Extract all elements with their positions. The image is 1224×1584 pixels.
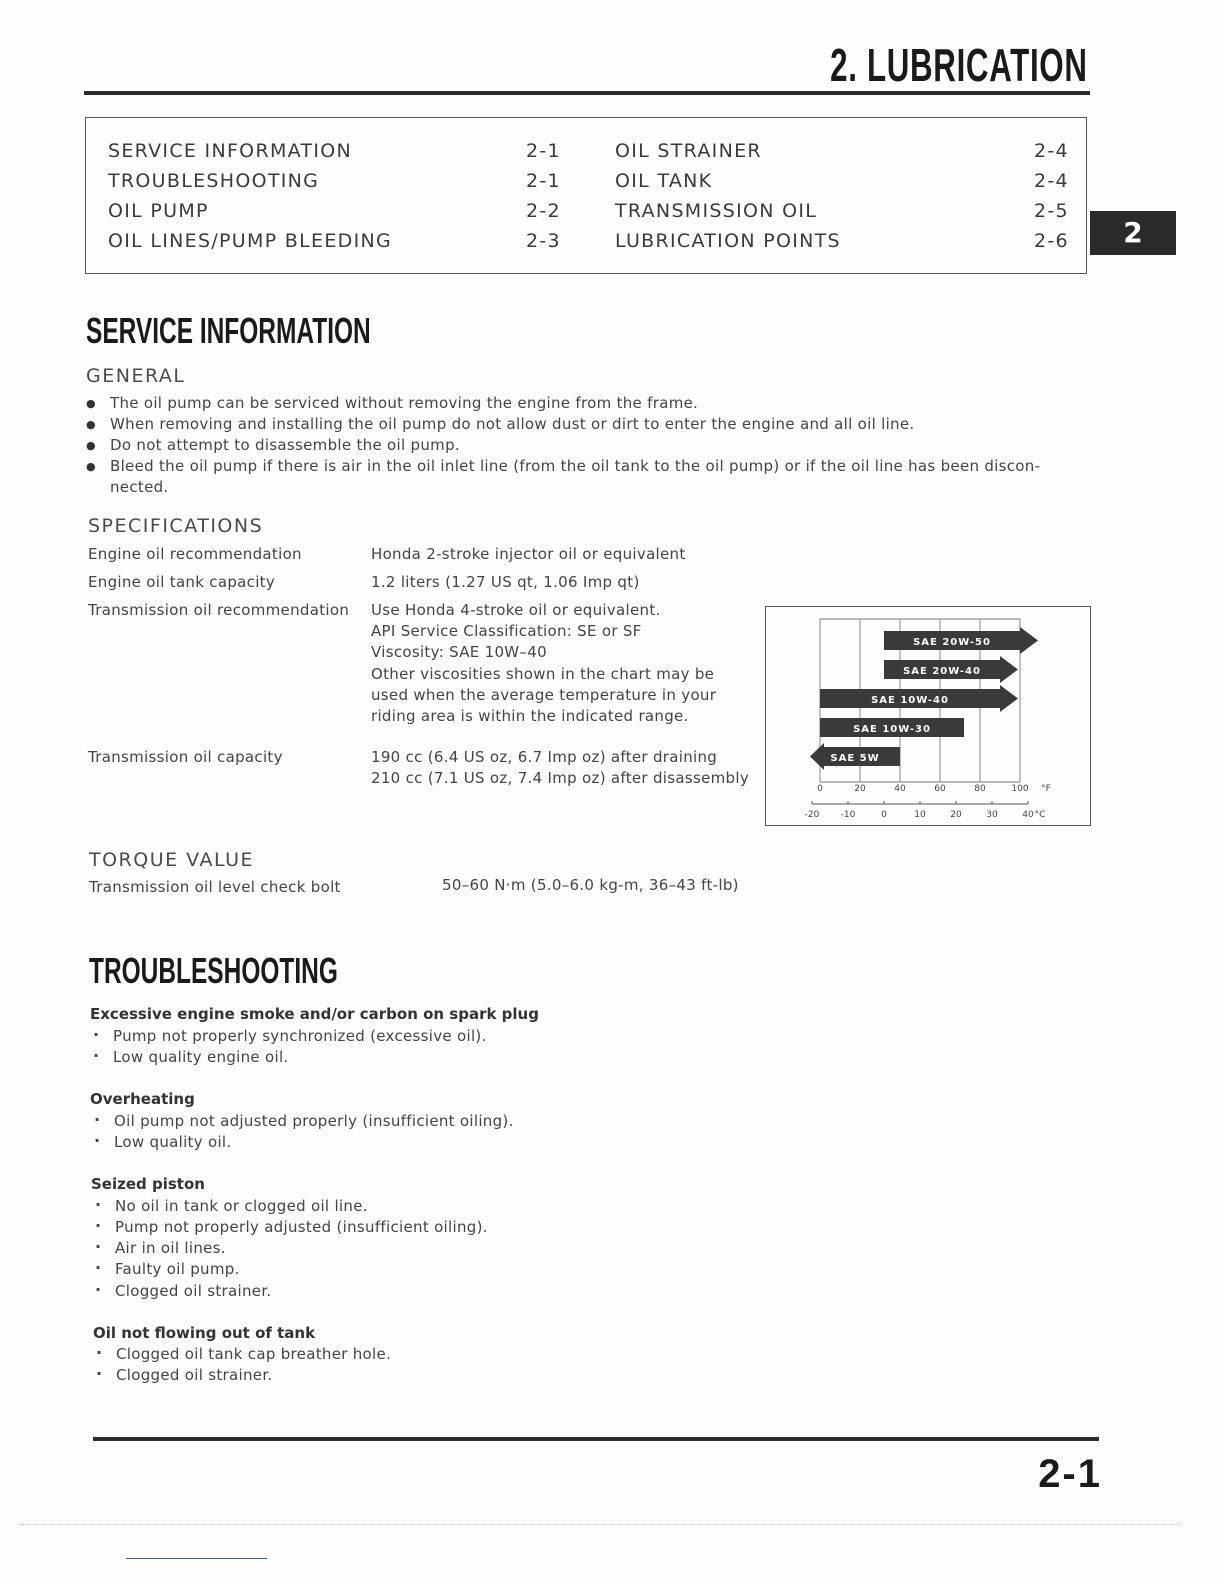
toc-item[interactable]: TROUBLESHOOTING: [108, 170, 320, 192]
toc-item[interactable]: OIL TANK: [615, 170, 713, 192]
footer-rule: [93, 1437, 1099, 1441]
trouble-item: · Clogged oil tank cap breather hole.: [116, 1345, 391, 1363]
toc-item[interactable]: OIL STRAINER: [615, 140, 762, 162]
toc-item[interactable]: OIL LINES/PUMP BLEEDING: [108, 230, 393, 252]
trouble-item: · Clogged oil strainer.: [115, 1282, 271, 1300]
chart-bar-label: SAE 10W-30: [853, 724, 931, 735]
chapter-tab: 2: [1090, 211, 1176, 255]
chart-unit-c: °C: [1034, 810, 1046, 820]
trouble-group-title: Excessive engine smoke and/or carbon on spark plug: [90, 1005, 539, 1023]
chart-unit-f: °F: [1041, 784, 1051, 794]
trouble-item: · Clogged oil strainer.: [116, 1366, 272, 1384]
trouble-item: · Air in oil lines.: [115, 1239, 226, 1257]
chart-bar-label: SAE 20W-40: [903, 666, 981, 677]
spec-label: Engine oil tank capacity: [88, 573, 276, 591]
chart-tick-label-c: 10: [914, 810, 926, 820]
toc-page: 2-4: [1034, 170, 1069, 192]
torque-label: Transmission oil level check bolt: [89, 878, 341, 896]
toc-item[interactable]: OIL PUMP: [108, 200, 209, 222]
general-bullet: ● Do not attempt to disassemble the oil pump.: [110, 436, 460, 454]
spec-value: 1.2 liters (1.27 US qt, 1.06 Imp qt): [371, 573, 640, 591]
spec-value: riding area is within the indicated range.: [371, 707, 689, 725]
spec-value: used when the average temperature in your: [371, 686, 717, 704]
toc-item[interactable]: LUBRICATION POINTS: [615, 230, 841, 252]
spec-label: Transmission oil recommendation: [88, 601, 350, 619]
page-number: 2-1: [1038, 1452, 1102, 1496]
chart-tick-label-c: -20: [804, 810, 820, 820]
general-bullet: ● When removing and installing the oil pump do not allow dust or dirt to enter the engine and all oil line.: [110, 415, 914, 433]
toc-page: 2-3: [526, 230, 561, 252]
trouble-item: · Pump not properly synchronized (excessive oil).: [113, 1027, 487, 1045]
service-info-heading: SERVICE INFORMATION: [86, 310, 371, 351]
chart-tick-label-c: 40: [1022, 810, 1034, 820]
spec-label: Transmission oil capacity: [88, 748, 283, 766]
trouble-item: · Faulty oil pump.: [115, 1260, 240, 1278]
troubleshooting-heading: TROUBLESHOOTING: [89, 950, 338, 991]
chart-tick-label-f: 40: [894, 784, 906, 794]
spec-value: Other viscosities shown in the chart may be: [371, 665, 715, 683]
toc-page: 2-5: [1034, 200, 1069, 222]
chart-tick-label-c: 30: [986, 810, 998, 820]
chart-tick-label-f: 0: [817, 784, 823, 794]
chart-tick-label-c: 0: [881, 810, 887, 820]
specifications-heading: SPECIFICATIONS: [88, 515, 264, 537]
toc-item[interactable]: SERVICE INFORMATION: [108, 140, 353, 162]
chart-bar-label: SAE 20W-50: [913, 637, 991, 648]
trouble-item: · Low quality oil.: [114, 1133, 231, 1151]
general-bullet: ● The oil pump can be serviced without removing the engine from the frame.: [110, 394, 698, 412]
toc-page: 2-6: [1034, 230, 1069, 252]
trouble-item: · Oil pump not adjusted properly (insufficient oiling).: [114, 1112, 514, 1130]
viscosity-chart: [765, 606, 1091, 826]
general-bullet: ● Bleed the oil pump if there is air in the oil inlet line (from the oil tank to the oil pump) or if the oil line has been discon-: [110, 457, 1040, 475]
trouble-item: · Low quality engine oil.: [113, 1048, 289, 1066]
toc-item[interactable]: TRANSMISSION OIL: [615, 200, 818, 222]
trouble-item: · Pump not properly adjusted (insufficient oiling).: [115, 1218, 488, 1236]
table-of-contents: [85, 117, 1087, 274]
spec-value: 210 cc (7.1 US oz, 7.4 Imp oz) after disassembly: [371, 769, 749, 787]
chart-tick-label-f: 100: [1011, 784, 1029, 794]
viscosity-chart-svg: [766, 607, 1089, 824]
toc-page: 2-1: [526, 140, 561, 162]
chart-tick-label-c: 20: [950, 810, 962, 820]
spec-value: 190 cc (6.4 US oz, 6.7 Imp oz) after draining: [371, 748, 718, 766]
chart-tick-label-f: 60: [934, 784, 946, 794]
spec-value: Viscosity: SAE 10W–40: [371, 643, 547, 661]
trouble-item: · No oil in tank or clogged oil line.: [115, 1197, 368, 1215]
chart-bar-label: SAE 5W: [830, 753, 880, 764]
link-underline: [126, 1558, 267, 1559]
spec-value: Use Honda 4-stroke oil or equivalent.: [371, 601, 661, 619]
toc-page: 2-4: [1034, 140, 1069, 162]
scan-edge-line: [20, 1524, 1180, 1525]
torque-heading: TORQUE VALUE: [89, 849, 254, 871]
general-heading: GENERAL: [86, 365, 186, 387]
chart-bar-label: SAE 10W-40: [871, 695, 949, 706]
spec-value: Honda 2-stroke injector oil or equivalent: [371, 545, 686, 563]
trouble-group-title: Overheating: [90, 1090, 195, 1108]
spec-label: Engine oil recommendation: [88, 545, 302, 563]
spec-value: API Service Classification: SE or SF: [371, 622, 642, 640]
trouble-group-title: Seized piston: [91, 1175, 205, 1193]
chart-tick-label-c: -10: [840, 810, 856, 820]
trouble-group-title: Oil not flowing out of tank: [93, 1324, 316, 1342]
general-bullet-continued: nected.: [110, 478, 169, 496]
toc-page: 2-1: [526, 170, 561, 192]
header-rule: [84, 91, 1090, 95]
torque-value: 50–60 N·m (5.0–6.0 kg-m, 36–43 ft-lb): [442, 876, 739, 894]
chart-tick-label-f: 80: [974, 784, 986, 794]
toc-page: 2-2: [526, 200, 561, 222]
chart-tick-label-f: 20: [854, 784, 866, 794]
chapter-title: 2. LUBRICATION: [830, 39, 1088, 91]
